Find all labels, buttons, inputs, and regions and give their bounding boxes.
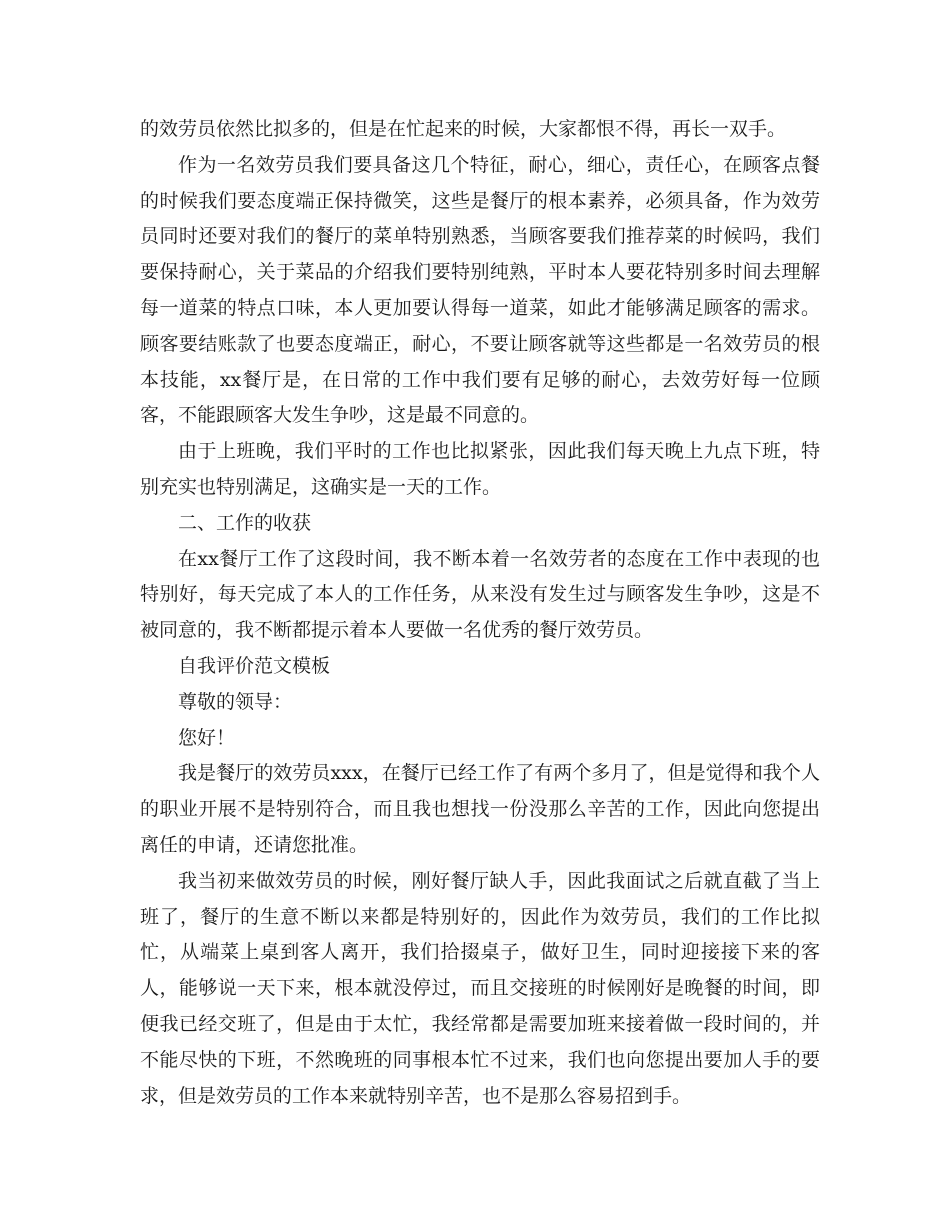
paragraph-waiter-traits: 作为一名效劳员我们要具备这几个特征，耐心，细心，责任心，在顾客点餐的时候我们要态度端正保持微笑，这些是餐厅的根本素养，必须具备，作为效劳员同时还要对我们的餐厅的菜单特别熟悉，当顾客要我们推荐菜的时候吗，我们要保持耐心，关于菜品的介绍我们要特别纯熟，平时本人要花特别多时间去理解每一道菜的特点口味，本人更加要认得每一道菜，如此才能够满足顾客的需求。顾客要结账款了也要态度端正，耐心，不要让顾客就等这些都是一名效劳员的根本技能，xx餐厅是，在日常的工作中我们要有足够的耐心，去效劳好每一位顾客，不能跟顾客大发生争吵，这是最不同意的。 [140,153,820,427]
document-body [140,112,820,1114]
paragraph-work-schedule: 由于上班晚，我们平时的工作也比拟紧张，因此我们每天晚上九点下班，特别充实也特别满足，这确实是一天的工作。 [140,440,820,498]
paragraph-resignation-reasons: 我当初来做效劳员的时候，刚好餐厅缺人手，因此我面试之后就直截了当上班了，餐厅的生意不断以来都是特别好的，因此作为效劳员，我们的工作比拟忙，从端菜上桌到客人离开，我们拾掇桌子，做好卫生，同时迎接接下来的客人，能够说一天下来，根本就没停过，而且交接班的时候刚好是晚餐的时间，即便我已经交班了，但是由于太忙，我经常都是需要加班来接着做一段时间的，并不能尽快的下班，不然晚班的同事根本忙不过来，我们也向您提出要加人手的要求，但是效劳员的工作本来就特别辛苦，也不是那么容易招到手。 [140,869,820,1107]
letter-salutation: 尊敬的领导： [178,690,293,713]
paragraph-resignation-request: 我是餐厅的效劳员xxx，在餐厅已经工作了有两个多月了，但是觉得和我个人的职业开展不是特别符合，而且我也想找一份没那么辛苦的工作，因此向您提出离任的申请，还请您批准。 [140,762,820,856]
paragraph-gains: 在xx餐厅工作了这段时间，我不断本着一名效劳者的态度在工作中表现的也特别好，每天完成了本人的工作任务，从来没有发生过与顾客发生争吵，这是不被同意的，我不断都提示着本人要做一名优秀的餐厅效劳员。 [140,547,820,642]
section-heading-gains: 二、工作的收获 [178,511,312,534]
paragraph-continuation: 的效劳员依然比拟多的，但是在忙起来的时候，大家都恨不得，再长一双手。 [140,118,787,140]
section-heading-template: 自我评价范文模板 [178,654,331,677]
letter-greeting: 您好！ [178,726,236,749]
